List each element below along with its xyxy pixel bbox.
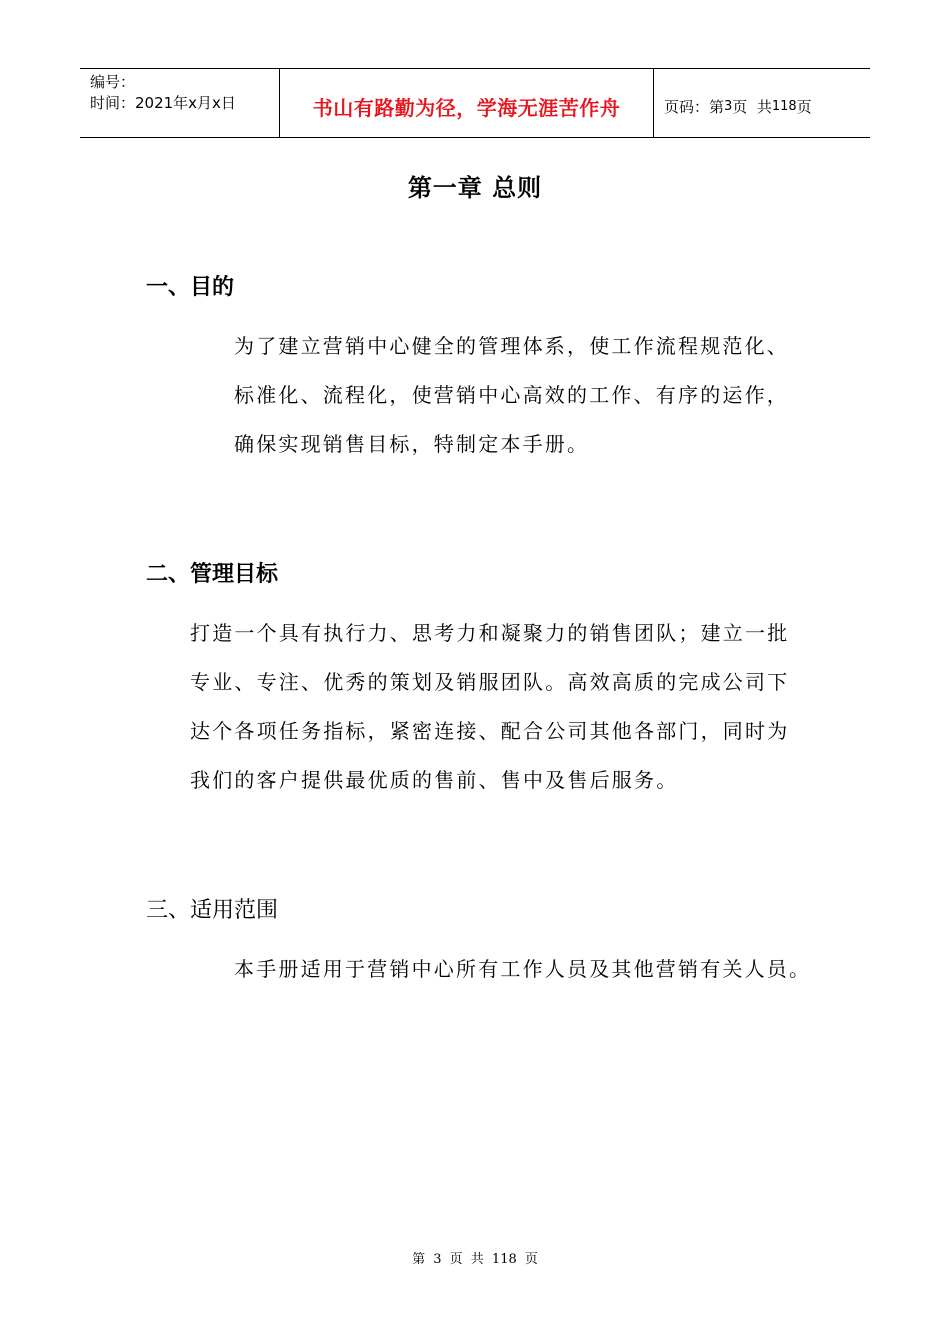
page-footer: 第 3 页 共 118 页: [412, 1252, 538, 1267]
page-mid: 页 共: [732, 97, 772, 116]
body-line: 我们的客户提供最优质的售前、售中及售后服务。: [190, 768, 679, 792]
header-motto: 书山有路勤为径，学海无涯苦作舟: [280, 69, 654, 137]
page-current: 3: [724, 98, 733, 114]
section-heading-scope: 三、适用范围: [146, 898, 279, 923]
page-suffix: 页: [796, 97, 812, 116]
body-line: 专业、专注、优秀的策划及销服团队。高效高质的完成公司下: [190, 670, 790, 694]
page-total: 118: [771, 98, 797, 114]
body-line: 本手册适用于营销中心所有工作人员及其他营销有关人员。: [234, 957, 812, 981]
body-line: 达个各项任务指标，紧密连接、配合公司其他各部门，同时为: [190, 719, 790, 743]
chapter-title: 第一章 总则: [407, 174, 543, 202]
body-line: 打造一个具有执行力、思考力和凝聚力的销售团队；建立一批: [190, 621, 790, 645]
page-header: [80, 68, 870, 138]
section-body-purpose: [234, 322, 789, 469]
section-body-goals: [190, 609, 789, 805]
header-page-info: [654, 69, 870, 137]
section-body-scope: [234, 945, 811, 994]
header-meta: [80, 69, 280, 137]
body-line: 确保实现销售目标，特制定本手册。: [234, 432, 590, 456]
section-heading-purpose: 一、目的: [146, 275, 235, 300]
page-prefix: 页码：第: [664, 97, 725, 116]
section-heading-goals: 二、管理目标: [146, 562, 279, 587]
body-line: 标准化、流程化，使营销中心高效的工作、有序的运作，: [234, 383, 789, 407]
document-date: 时间：2021年x月x日: [90, 94, 236, 112]
document-number-label: 编号：: [90, 73, 136, 91]
body-line: 为了建立营销中心健全的管理体系，使工作流程规范化、: [234, 334, 789, 358]
